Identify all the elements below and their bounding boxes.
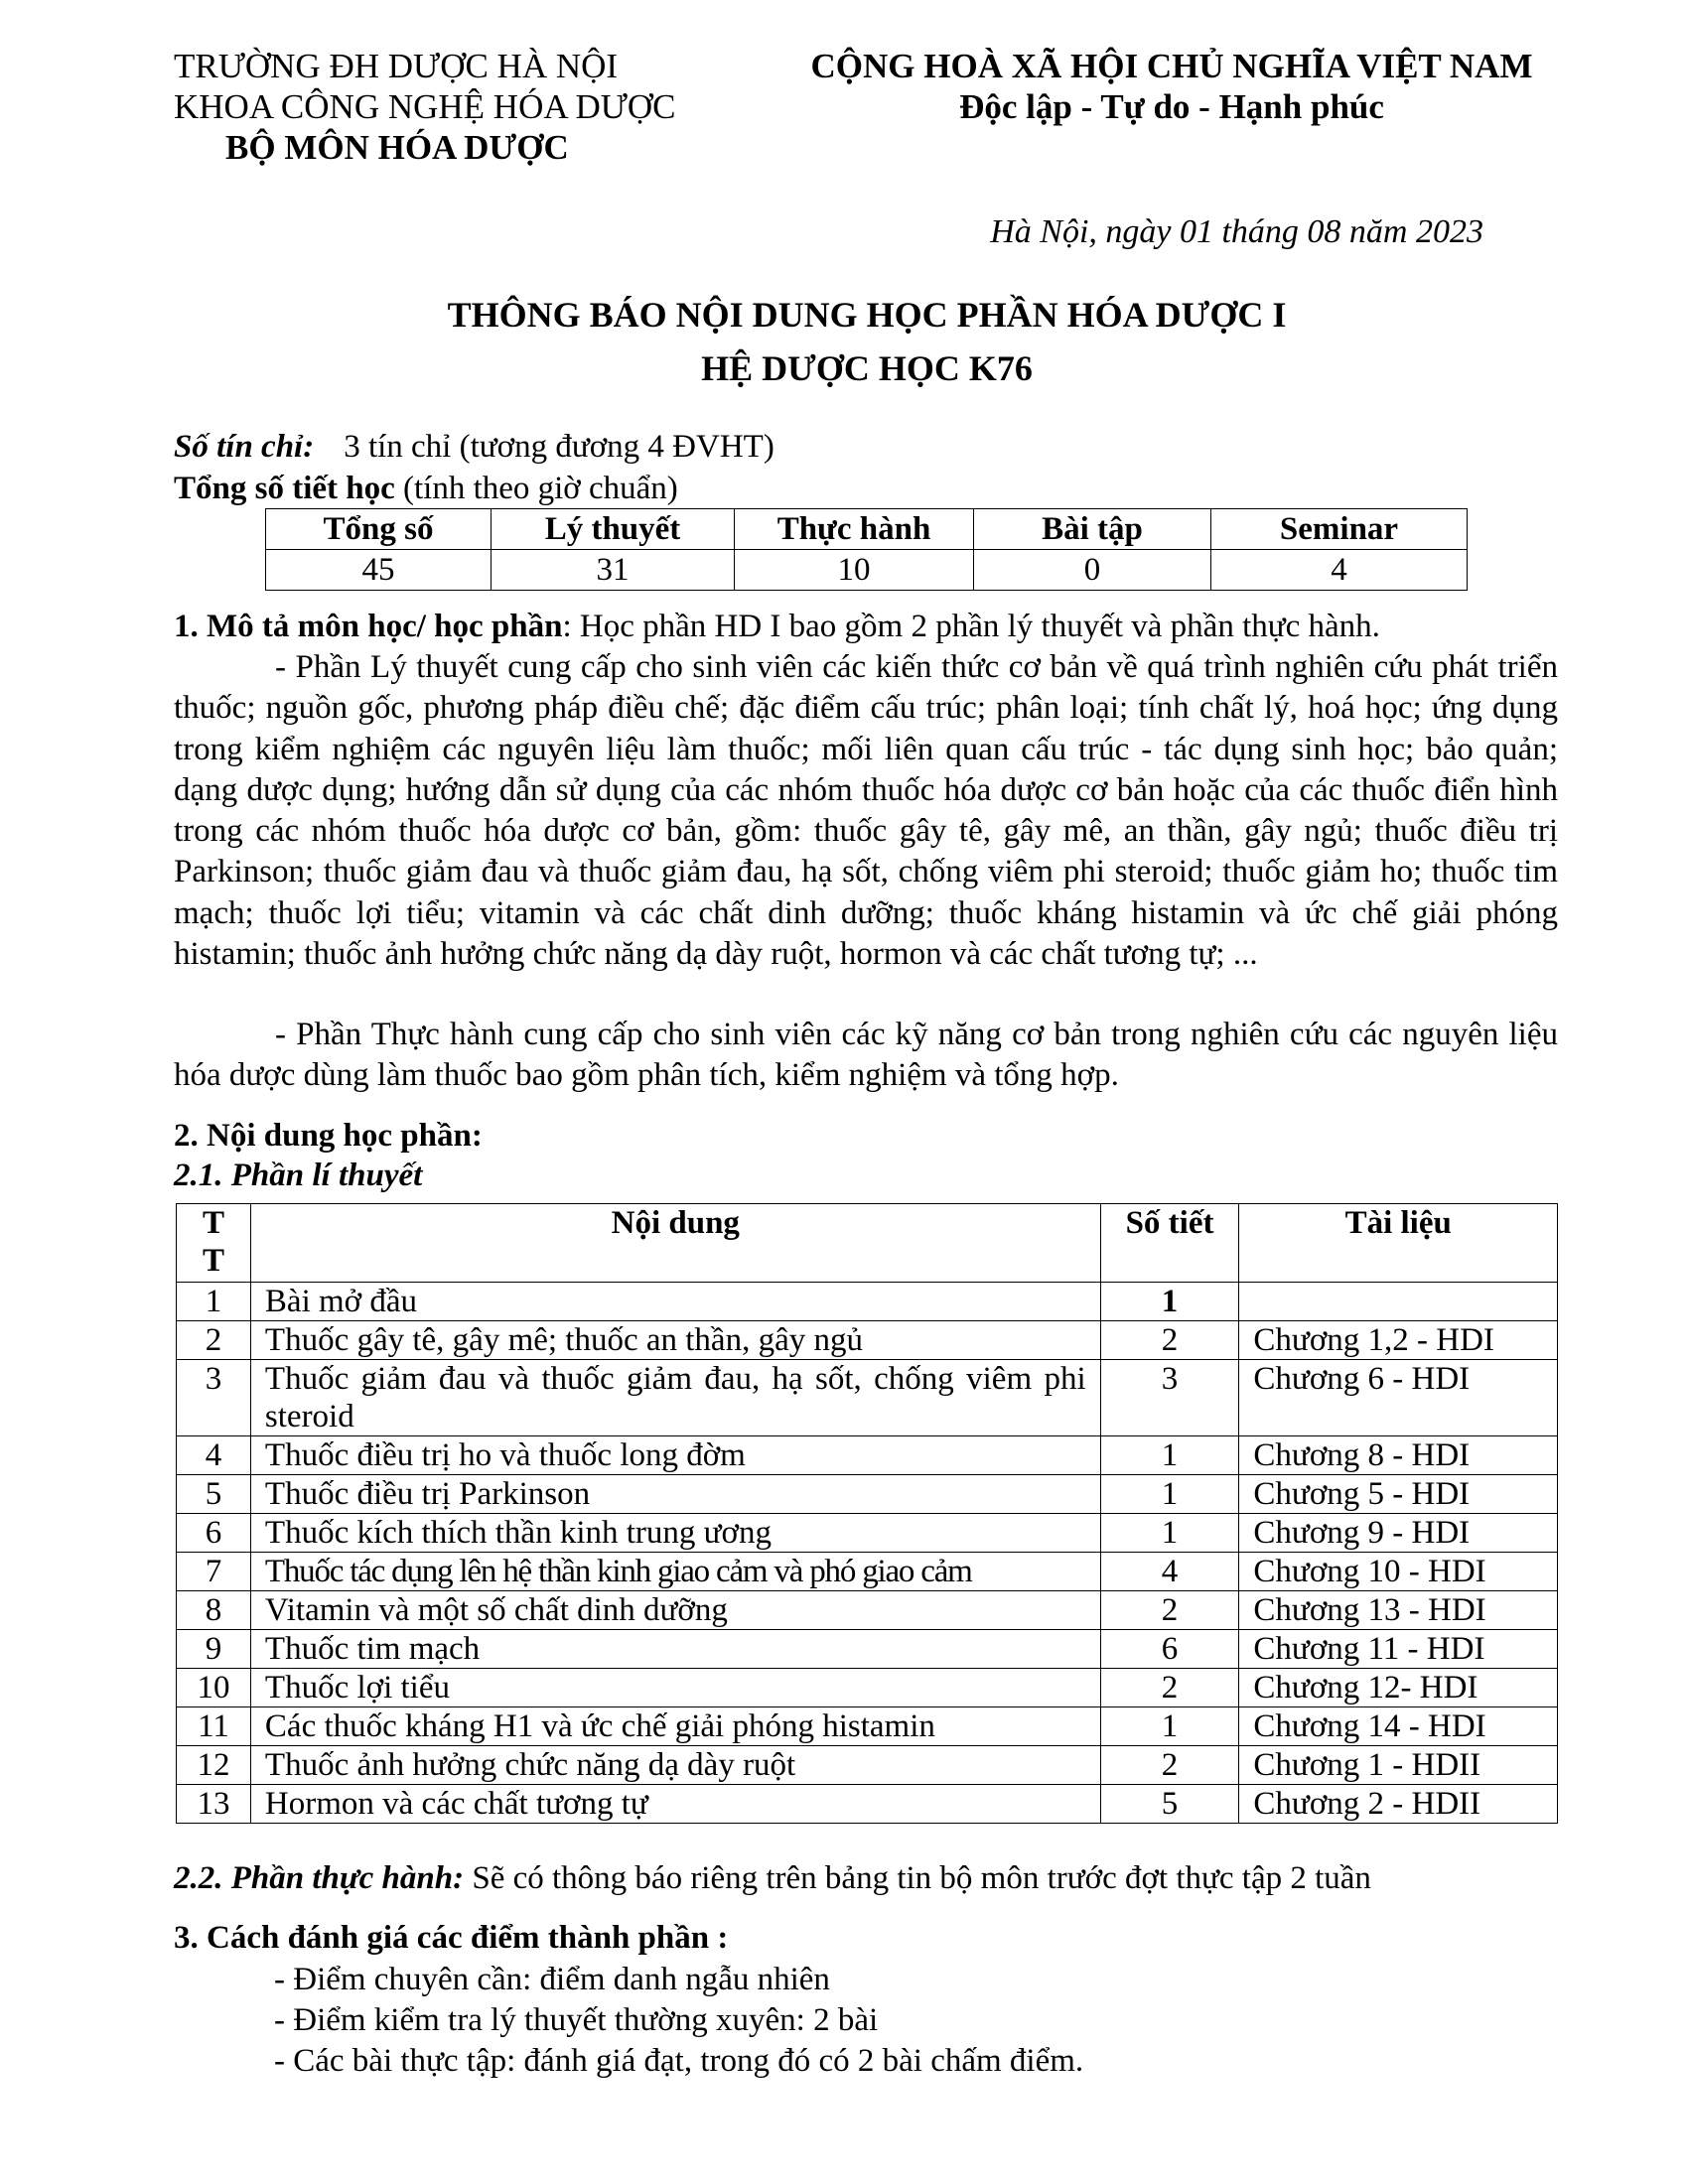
theory-header-tt: T T bbox=[177, 1204, 251, 1283]
table-row bbox=[177, 1553, 1558, 1591]
row-reference: Chương 1 - HDII bbox=[1239, 1746, 1558, 1785]
row-content: Thuốc điều trị Parkinson bbox=[250, 1475, 1100, 1514]
row-tt: 10 bbox=[177, 1669, 251, 1707]
row-periods: 1 bbox=[1100, 1707, 1239, 1746]
country-name: CỘNG HOÀ XÃ HỘI CHỦ NGHĨA VIỆT NAM bbox=[810, 47, 1533, 85]
row-reference: Chương 14 - HDI bbox=[1239, 1707, 1558, 1746]
row-content: Thuốc tác dụng lên hệ thần kinh giao cảm và phó giao cảm bbox=[250, 1553, 1100, 1591]
table-row bbox=[177, 1514, 1558, 1553]
credits-line bbox=[174, 429, 774, 466]
row-tt: 7 bbox=[177, 1553, 251, 1591]
document-title bbox=[0, 288, 1688, 395]
section-2-2-line bbox=[174, 1860, 1371, 1897]
hours-value-theory: 31 bbox=[492, 550, 735, 591]
theory-header-periods: Số tiết bbox=[1100, 1204, 1239, 1283]
table-row bbox=[177, 1669, 1558, 1707]
table-row bbox=[177, 1707, 1558, 1746]
title-line-2: HỆ DƯỢC HỌC K76 bbox=[701, 348, 1033, 388]
section-2-2-heading: 2.2. Phần thực hành: bbox=[174, 1860, 465, 1896]
hours-header-exercise: Bài tập bbox=[974, 509, 1211, 550]
table-row bbox=[177, 1360, 1558, 1436]
hours-header-practice: Thực hành bbox=[735, 509, 974, 550]
row-reference: Chương 5 - HDI bbox=[1239, 1475, 1558, 1514]
row-content: Thuốc điều trị ho và thuốc long đờm bbox=[250, 1436, 1100, 1475]
national-motto-header bbox=[794, 46, 1549, 127]
theory-header-reference: Tài liệu bbox=[1239, 1204, 1558, 1283]
university-name: TRƯỜNG ĐH DƯỢC HÀ NỘI bbox=[174, 47, 619, 85]
row-content: Thuốc gây tê, gây mê; thuốc an thần, gây ngủ bbox=[250, 1321, 1100, 1360]
row-reference: Chương 12- HDI bbox=[1239, 1669, 1558, 1707]
department-name: BỘ MÔN HÓA DƯỢC bbox=[225, 128, 569, 167]
row-reference: Chương 10 - HDI bbox=[1239, 1553, 1558, 1591]
hours-value-exercise: 0 bbox=[974, 550, 1211, 591]
credits-value: 3 tín chỉ (tương đương 4 ĐVHT) bbox=[344, 429, 774, 465]
row-content: Thuốc kích thích thần kinh trung ương bbox=[250, 1514, 1100, 1553]
row-reference: Chương 11 - HDI bbox=[1239, 1630, 1558, 1669]
section-1-heading: 1. Mô tả môn học/ học phần bbox=[174, 609, 563, 644]
section-1-intro-text: : Học phần HD I bao gồm 2 phần lý thuyết và phần thực hành. bbox=[562, 609, 1380, 644]
row-content: Các thuốc kháng H1 và ức chế giải phóng histamin bbox=[250, 1707, 1100, 1746]
row-content: Hormon và các chất tương tự bbox=[250, 1785, 1100, 1824]
hours-line bbox=[174, 471, 678, 507]
table-row bbox=[177, 1785, 1558, 1824]
hours-note: (tính theo giờ chuẩn) bbox=[394, 471, 678, 506]
table-row bbox=[177, 1436, 1558, 1475]
hours-header-total: Tổng số bbox=[266, 509, 492, 550]
section-2-2-text: Sẽ có thông báo riêng trên bảng tin bộ môn trước đợt thực tập 2 tuần bbox=[464, 1860, 1371, 1896]
section-1-theory: - Phần Lý thuyết cung cấp cho sinh viên các kiến thức cơ bản về quá trình nghiên cứu phát triển thuốc; nguồn gốc, phương pháp điều chế; đặc điểm cấu trúc; phân loại; tính chất lý, hoá học; ứng dụng trong kiểm nghiệm các nguyên liệu làm thuốc; mối liên quan cấu trúc - tác dụng sinh học; bảo quản; dạng dược dụng; hướng dẫn sử dụng của các nhóm thuốc hóa dược cơ bản hoặc của các thuốc điển hình trong các nhóm thuốc hóa dược cơ bản, gồm: thuốc gây tê, gây mê, an thần, gây ngủ; thuốc điều trị Parkinson; thuốc giảm đau và thuốc giảm đau, hạ sốt, chống viêm phi steroid; thuốc giảm ho; thuốc tim mạch; thuốc lợi tiểu; vitamin và các chất dinh dưỡng; thuốc kháng histamin và ức chế giải phóng histamin; thuốc ảnh hưởng chức năng dạ dày ruột, hormon và các chất tương tự; ... bbox=[174, 649, 1558, 973]
hours-header-theory: Lý thuyết bbox=[492, 509, 735, 550]
table-row bbox=[177, 1591, 1558, 1630]
row-periods: 3 bbox=[1100, 1360, 1239, 1436]
row-tt: 12 bbox=[177, 1746, 251, 1785]
row-content: Bài mở đầu bbox=[250, 1283, 1100, 1321]
row-reference: Chương 2 - HDII bbox=[1239, 1785, 1558, 1824]
row-periods: 2 bbox=[1100, 1321, 1239, 1360]
row-periods: 2 bbox=[1100, 1591, 1239, 1630]
theory-content-table bbox=[176, 1203, 1558, 1824]
table-row bbox=[177, 1746, 1558, 1785]
list-item: - Điểm kiểm tra lý thuyết thường xuyên: 2 bài bbox=[274, 2002, 879, 2038]
national-motto: Độc lập - Tự do - Hạnh phúc bbox=[959, 87, 1384, 126]
row-tt: 11 bbox=[177, 1707, 251, 1746]
row-periods: 6 bbox=[1100, 1630, 1239, 1669]
section-2-heading: 2. Nội dung học phần: bbox=[174, 1118, 483, 1154]
row-tt: 6 bbox=[177, 1514, 251, 1553]
section-2-1-heading: 2.1. Phần lí thuyết bbox=[174, 1158, 423, 1193]
theory-table-header-row bbox=[177, 1204, 1558, 1283]
row-reference: Chương 8 - HDI bbox=[1239, 1436, 1558, 1475]
row-tt: 9 bbox=[177, 1630, 251, 1669]
section-1-intro bbox=[174, 607, 1558, 647]
table-row bbox=[177, 1630, 1558, 1669]
row-tt: 3 bbox=[177, 1360, 251, 1436]
row-reference: Chương 6 - HDI bbox=[1239, 1360, 1558, 1436]
hours-label: Tổng số tiết học bbox=[174, 471, 395, 506]
document-date: Hà Nội, ngày 01 tháng 08 năm 2023 bbox=[990, 213, 1483, 250]
row-tt: 4 bbox=[177, 1436, 251, 1475]
row-reference bbox=[1239, 1283, 1558, 1321]
row-tt: 1 bbox=[177, 1283, 251, 1321]
row-tt: 2 bbox=[177, 1321, 251, 1360]
institution-header bbox=[174, 46, 676, 168]
row-periods: 1 bbox=[1100, 1283, 1239, 1321]
row-content: Thuốc giảm đau và thuốc giảm đau, hạ sốt, chống viêm phi steroid bbox=[250, 1360, 1100, 1436]
row-reference: Chương 13 - HDI bbox=[1239, 1591, 1558, 1630]
table-row bbox=[177, 1475, 1558, 1514]
hours-table-value-row bbox=[266, 550, 1468, 591]
hours-table bbox=[265, 508, 1468, 591]
row-reference: Chương 9 - HDI bbox=[1239, 1514, 1558, 1553]
section-1-practice: - Phần Thực hành cung cấp cho sinh viên các kỹ năng cơ bản trong nghiên cứu các nguyên liệu hóa dược dùng làm thuốc bao gồm phân tích, kiểm nghiệm và tổng hợp. bbox=[174, 1017, 1558, 1094]
row-tt: 5 bbox=[177, 1475, 251, 1514]
row-content: Thuốc tim mạch bbox=[250, 1630, 1100, 1669]
row-tt: 8 bbox=[177, 1591, 251, 1630]
row-content: Thuốc ảnh hưởng chức năng dạ dày ruột bbox=[250, 1746, 1100, 1785]
faculty-name: KHOA CÔNG NGHỆ HÓA DƯỢC bbox=[174, 87, 676, 126]
hours-value-total: 45 bbox=[266, 550, 492, 591]
row-tt: 13 bbox=[177, 1785, 251, 1824]
table-row bbox=[177, 1283, 1558, 1321]
row-periods: 2 bbox=[1100, 1669, 1239, 1707]
row-content: Vitamin và một số chất dinh dưỡng bbox=[250, 1591, 1100, 1630]
title-line-1: THÔNG BÁO NỘI DUNG HỌC PHẦN HÓA DƯỢC I bbox=[447, 295, 1287, 335]
row-content: Thuốc lợi tiểu bbox=[250, 1669, 1100, 1707]
credits-label: Số tín chỉ: bbox=[174, 429, 315, 465]
hours-value-seminar: 4 bbox=[1211, 550, 1468, 591]
row-reference: Chương 1,2 - HDI bbox=[1239, 1321, 1558, 1360]
table-row bbox=[177, 1321, 1558, 1360]
hours-table-header-row bbox=[266, 509, 1468, 550]
row-periods: 1 bbox=[1100, 1475, 1239, 1514]
list-item: - Các bài thực tập: đánh giá đạt, trong đó có 2 bài chấm điểm. bbox=[274, 2043, 1084, 2079]
row-periods: 1 bbox=[1100, 1514, 1239, 1553]
row-periods: 4 bbox=[1100, 1553, 1239, 1591]
row-periods: 5 bbox=[1100, 1785, 1239, 1824]
hours-header-seminar: Seminar bbox=[1211, 509, 1468, 550]
list-item: - Điểm chuyên cần: điểm danh ngẫu nhiên bbox=[274, 1962, 830, 1997]
row-periods: 2 bbox=[1100, 1746, 1239, 1785]
theory-header-content: Nội dung bbox=[250, 1204, 1100, 1283]
section-3-heading: 3. Cách đánh giá các điểm thành phần : bbox=[174, 1920, 729, 1956]
row-periods: 1 bbox=[1100, 1436, 1239, 1475]
hours-value-practice: 10 bbox=[735, 550, 974, 591]
